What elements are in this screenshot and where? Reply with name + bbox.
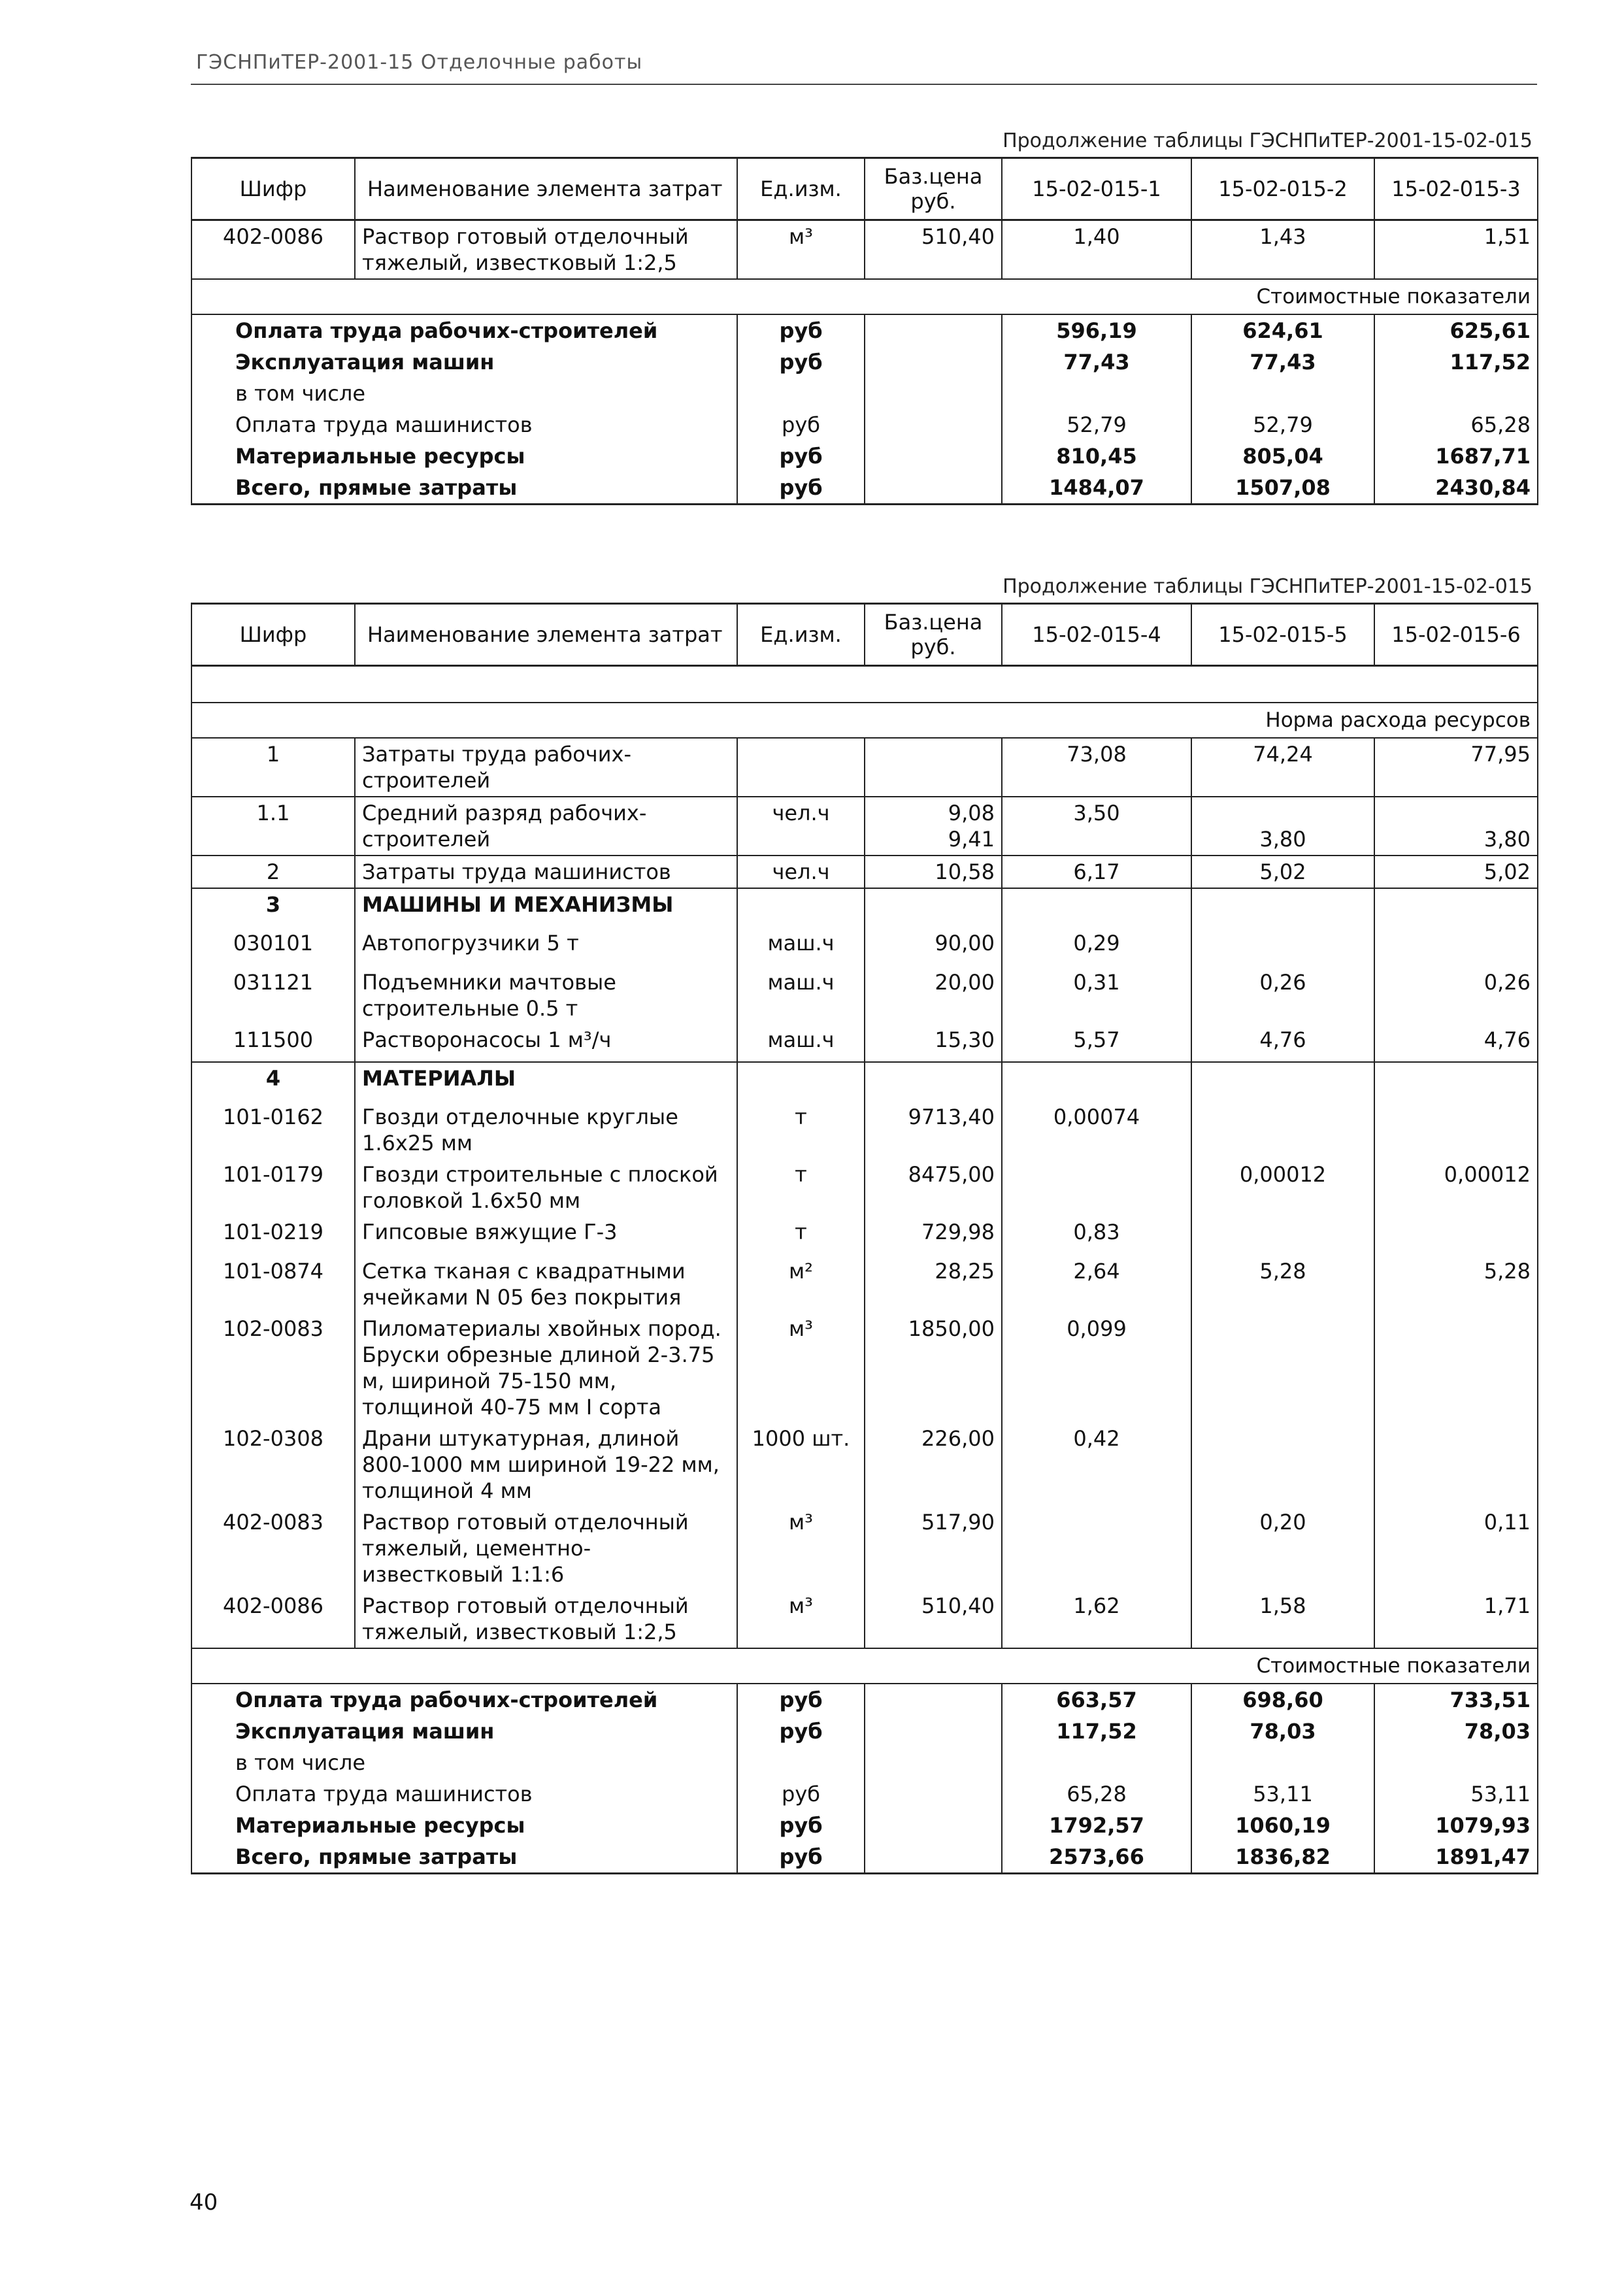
cost-band-row bbox=[191, 279, 1538, 314]
cost-unit: руб bbox=[737, 472, 865, 505]
table-row bbox=[191, 1506, 1538, 1590]
row-price: 90,00 bbox=[865, 927, 1002, 967]
row-price: 8475,00 bbox=[865, 1159, 1002, 1216]
row-value-2 bbox=[1191, 1101, 1374, 1159]
row-code: 101-0162 bbox=[191, 1101, 355, 1159]
header-rule bbox=[191, 84, 1537, 85]
table-2 bbox=[191, 603, 1538, 1874]
table-row bbox=[191, 1255, 1538, 1313]
row-value-3: 3,80 bbox=[1374, 797, 1538, 856]
cost-value-2: 805,04 bbox=[1191, 441, 1374, 472]
cost-row bbox=[191, 1810, 1538, 1841]
row-value-2 bbox=[1191, 1062, 1374, 1101]
row-name: Раствор готовый отделочный тяжелый, известковый 1:2,5 bbox=[355, 1590, 737, 1648]
row-value-3 bbox=[1374, 1062, 1538, 1101]
cost-unit: руб bbox=[737, 314, 865, 346]
row-code: 031121 bbox=[191, 967, 355, 1024]
row-price: 20,00 bbox=[865, 967, 1002, 1024]
cost-value-2: 624,61 bbox=[1191, 314, 1374, 346]
row-name: Раствор готовый отделочный тяжелый, известковый 1:2,5 bbox=[355, 220, 737, 280]
cost-value-2: 53,11 bbox=[1191, 1778, 1374, 1810]
table-1-caption: Продолжение таблицы ГЭСНПиТЕР-2001-15-02-015 bbox=[1003, 129, 1533, 152]
row-unit: маш.ч bbox=[737, 927, 865, 967]
section-title: МАШИНЫ И МЕХАНИЗМЫ bbox=[355, 888, 737, 927]
row-code: 102-0308 bbox=[191, 1423, 355, 1506]
table-2-caption: Продолжение таблицы ГЭСНПиТЕР-2001-15-02-015 bbox=[1003, 575, 1533, 598]
cost-unit: руб bbox=[737, 441, 865, 472]
row-name: Затраты труда машинистов bbox=[355, 856, 737, 888]
row-price: 517,90 bbox=[865, 1506, 1002, 1590]
row-value-1: 0,29 bbox=[1002, 927, 1191, 967]
cost-value-2 bbox=[1191, 378, 1374, 409]
row-value-3 bbox=[1374, 1313, 1538, 1423]
row-value-3 bbox=[1374, 1216, 1538, 1255]
row-unit: м² bbox=[737, 1255, 865, 1313]
row-value-2: 1,43 bbox=[1191, 220, 1374, 280]
row-value-1: 5,57 bbox=[1002, 1024, 1191, 1062]
header-code: Шифр bbox=[191, 604, 355, 666]
row-code: 111500 bbox=[191, 1024, 355, 1062]
cost-value-1: 810,45 bbox=[1002, 441, 1191, 472]
header-col-6: 15-02-015-6 bbox=[1374, 604, 1538, 666]
row-value-1: 0,00074 bbox=[1002, 1101, 1191, 1159]
cost-row bbox=[191, 1716, 1538, 1747]
row-price-1: 9,08 bbox=[948, 801, 995, 825]
row-value-2: 0,00012 bbox=[1191, 1159, 1374, 1216]
row-code: 102-0083 bbox=[191, 1313, 355, 1423]
cost-value-2: 52,79 bbox=[1191, 409, 1374, 441]
row-unit: м³ bbox=[737, 1506, 865, 1590]
row-name: Гвозди строительные с плоской головкой 1.6х50 мм bbox=[355, 1159, 737, 1216]
cost-value-1: 52,79 bbox=[1002, 409, 1191, 441]
row-name: Автопогрузчики 5 т bbox=[355, 927, 737, 967]
cost-value-2: 1836,82 bbox=[1191, 1841, 1374, 1874]
row-unit: маш.ч bbox=[737, 967, 865, 1024]
table-row bbox=[191, 1024, 1538, 1062]
row-value-3 bbox=[1374, 888, 1538, 927]
row-value-2 bbox=[1191, 888, 1374, 927]
row-unit: м³ bbox=[737, 1313, 865, 1423]
row-value-1: 3,50 bbox=[1002, 797, 1191, 856]
row-value-1 bbox=[1002, 1159, 1191, 1216]
row-unit: м³ bbox=[737, 220, 865, 280]
row-value-1: 2,64 bbox=[1002, 1255, 1191, 1313]
row-value-2: 5,28 bbox=[1191, 1255, 1374, 1313]
cost-value-2 bbox=[1191, 1747, 1374, 1778]
row-value-2 bbox=[1191, 1313, 1374, 1423]
row-unit: маш.ч bbox=[737, 1024, 865, 1062]
cost-value-1: 596,19 bbox=[1002, 314, 1191, 346]
cost-value-2: 77,43 bbox=[1191, 346, 1374, 378]
cost-price-empty bbox=[865, 409, 1002, 441]
cost-label: в том числе bbox=[191, 1747, 737, 1778]
row-value-3: 5,28 bbox=[1374, 1255, 1538, 1313]
cost-price-empty bbox=[865, 346, 1002, 378]
cost-value-1: 117,52 bbox=[1002, 1716, 1191, 1747]
running-head: ГЭСНПиТЕР-2001-15 Отделочные работы bbox=[196, 51, 643, 74]
row-price: 10,58 bbox=[865, 856, 1002, 888]
cost-label: Оплата труда машинистов bbox=[191, 409, 737, 441]
cost-price-empty bbox=[865, 441, 1002, 472]
row-value-1: 1,62 bbox=[1002, 1590, 1191, 1648]
row-code: 030101 bbox=[191, 927, 355, 967]
row-price: 28,25 bbox=[865, 1255, 1002, 1313]
header-col-5: 15-02-015-5 bbox=[1191, 604, 1374, 666]
cost-unit: руб bbox=[737, 409, 865, 441]
header-col-2: 15-02-015-2 bbox=[1191, 158, 1374, 220]
row-name: Подъемники мачтовые строительные 0.5 т bbox=[355, 967, 737, 1024]
row-code: 402-0083 bbox=[191, 1506, 355, 1590]
cost-value-3: 1891,47 bbox=[1374, 1841, 1538, 1874]
row-value-1: 1,40 bbox=[1002, 220, 1191, 280]
cost-row bbox=[191, 314, 1538, 346]
row-name: Раствор готовый отделочный тяжелый, цементно-известковый 1:1:6 bbox=[355, 1506, 737, 1590]
cost-value-3: 117,52 bbox=[1374, 346, 1538, 378]
cost-row bbox=[191, 378, 1538, 409]
row-price: 226,00 bbox=[865, 1423, 1002, 1506]
cost-label: Оплата труда машинистов bbox=[191, 1778, 737, 1810]
row-price bbox=[865, 888, 1002, 927]
row-value-3 bbox=[1374, 927, 1538, 967]
cost-price-empty bbox=[865, 1684, 1002, 1716]
row-unit: чел.ч bbox=[737, 856, 865, 888]
row-value-1 bbox=[1002, 1062, 1191, 1101]
cost-unit: руб bbox=[737, 1716, 865, 1747]
row-value-2: 0,26 bbox=[1191, 967, 1374, 1024]
cost-value-1: 1792,57 bbox=[1002, 1810, 1191, 1841]
cost-row bbox=[191, 1747, 1538, 1778]
row-unit bbox=[737, 888, 865, 927]
cost-value-3: 2430,84 bbox=[1374, 472, 1538, 505]
row-value-1: 0,099 bbox=[1002, 1313, 1191, 1423]
cost-value-1: 2573,66 bbox=[1002, 1841, 1191, 1874]
row-unit bbox=[737, 1062, 865, 1101]
cost-value-3: 53,11 bbox=[1374, 1778, 1538, 1810]
cost-value-2: 78,03 bbox=[1191, 1716, 1374, 1747]
row-value-1: 0,42 bbox=[1002, 1423, 1191, 1506]
row-value-1: 73,08 bbox=[1002, 738, 1191, 797]
row-value-2: 4,76 bbox=[1191, 1024, 1374, 1062]
row-code: 3 bbox=[191, 888, 355, 927]
cost-row bbox=[191, 1778, 1538, 1810]
row-value-2: 0,20 bbox=[1191, 1506, 1374, 1590]
norm-band-row bbox=[191, 703, 1538, 738]
row-unit: 1000 шт. bbox=[737, 1423, 865, 1506]
table-1 bbox=[191, 157, 1538, 505]
row-price bbox=[865, 797, 1002, 856]
row-name: Гипсовые вяжущие Г-3 bbox=[355, 1216, 737, 1255]
cost-label: Всего, прямые затраты bbox=[191, 1841, 737, 1874]
row-name: Гвозди отделочные круглые 1.6х25 мм bbox=[355, 1101, 737, 1159]
cost-value-1: 1484,07 bbox=[1002, 472, 1191, 505]
cost-row bbox=[191, 441, 1538, 472]
cost-row bbox=[191, 1841, 1538, 1874]
cost-price-empty bbox=[865, 1716, 1002, 1747]
row-code: 2 bbox=[191, 856, 355, 888]
table-row bbox=[191, 1313, 1538, 1423]
header-col-3: 15-02-015-3 bbox=[1374, 158, 1538, 220]
cost-row bbox=[191, 472, 1538, 505]
cost-band-row bbox=[191, 1648, 1538, 1684]
row-value-1: 0,83 bbox=[1002, 1216, 1191, 1255]
cost-label: Материальные ресурсы bbox=[191, 441, 737, 472]
cost-band-label: Стоимостные показатели bbox=[191, 279, 1538, 314]
cost-value-1: 663,57 bbox=[1002, 1684, 1191, 1716]
cost-row bbox=[191, 346, 1538, 378]
row-code: 101-0874 bbox=[191, 1255, 355, 1313]
row-price bbox=[865, 738, 1002, 797]
spacer-row bbox=[191, 666, 1538, 703]
row-name: Сетка тканая с квадратными ячейками N 05 без покрытия bbox=[355, 1255, 737, 1313]
row-price: 15,30 bbox=[865, 1024, 1002, 1062]
cost-unit: руб bbox=[737, 346, 865, 378]
row-code: 1.1 bbox=[191, 797, 355, 856]
row-name: Средний разряд рабочих-строителей bbox=[355, 797, 737, 856]
row-name: Драни штукатурная, длиной 800-1000 мм шириной 19-22 мм, толщиной 4 мм bbox=[355, 1423, 737, 1506]
cost-value-3: 625,61 bbox=[1374, 314, 1538, 346]
cost-price-empty bbox=[865, 314, 1002, 346]
row-price-2: 9,41 bbox=[948, 827, 995, 852]
row-value-1: 0,31 bbox=[1002, 967, 1191, 1024]
row-unit: т bbox=[737, 1101, 865, 1159]
row-price: 1850,00 bbox=[865, 1313, 1002, 1423]
cost-value-3: 733,51 bbox=[1374, 1684, 1538, 1716]
cost-unit: руб bbox=[737, 1778, 865, 1810]
row-value-3: 77,95 bbox=[1374, 738, 1538, 797]
header-price: Баз.цена руб. bbox=[865, 158, 1002, 220]
row-value-2: 74,24 bbox=[1191, 738, 1374, 797]
table-row bbox=[191, 856, 1538, 888]
table-2-header-row bbox=[191, 604, 1538, 666]
cost-value-3: 1079,93 bbox=[1374, 1810, 1538, 1841]
cost-label: Всего, прямые затраты bbox=[191, 472, 737, 505]
cost-value-3: 65,28 bbox=[1374, 409, 1538, 441]
norm-band-label: Норма расхода ресурсов bbox=[191, 703, 1538, 738]
table-row bbox=[191, 1216, 1538, 1255]
row-name: Растворонасосы 1 м³/ч bbox=[355, 1024, 737, 1062]
page-number: 40 bbox=[190, 2189, 218, 2216]
table-row bbox=[191, 967, 1538, 1024]
header-price: Баз.цена руб. bbox=[865, 604, 1002, 666]
cost-row bbox=[191, 1684, 1538, 1716]
cost-value-2: 1060,19 bbox=[1191, 1810, 1374, 1841]
row-code: 101-0179 bbox=[191, 1159, 355, 1216]
section-title: МАТЕРИАЛЫ bbox=[355, 1062, 737, 1101]
row-value-3: 1,51 bbox=[1374, 220, 1538, 280]
table-row bbox=[191, 1590, 1538, 1648]
cost-price-empty bbox=[865, 1841, 1002, 1874]
cost-unit bbox=[737, 1747, 865, 1778]
cost-label: Оплата труда рабочих-строителей bbox=[191, 1684, 737, 1716]
row-value-3: 0,26 bbox=[1374, 967, 1538, 1024]
row-unit: м³ bbox=[737, 1590, 865, 1648]
cost-row bbox=[191, 409, 1538, 441]
row-value-2 bbox=[1191, 1216, 1374, 1255]
table-row bbox=[191, 1159, 1538, 1216]
cost-value-3: 1687,71 bbox=[1374, 441, 1538, 472]
header-name: Наименование элемента затрат bbox=[355, 158, 737, 220]
cost-value-3 bbox=[1374, 378, 1538, 409]
header-code: Шифр bbox=[191, 158, 355, 220]
row-value-3: 5,02 bbox=[1374, 856, 1538, 888]
cost-unit bbox=[737, 378, 865, 409]
header-name: Наименование элемента затрат bbox=[355, 604, 737, 666]
row-code: 4 bbox=[191, 1062, 355, 1101]
row-value-2: 3,80 bbox=[1191, 797, 1374, 856]
row-code: 101-0219 bbox=[191, 1216, 355, 1255]
cost-value-3: 78,03 bbox=[1374, 1716, 1538, 1747]
cost-price-empty bbox=[865, 1747, 1002, 1778]
header-unit: Ед.изм. bbox=[737, 604, 865, 666]
cost-value-1 bbox=[1002, 378, 1191, 409]
row-value-2: 1,58 bbox=[1191, 1590, 1374, 1648]
row-price: 510,40 bbox=[865, 220, 1002, 280]
row-name: Затраты труда рабочих-строителей bbox=[355, 738, 737, 797]
table-row bbox=[191, 797, 1538, 856]
table-row bbox=[191, 927, 1538, 967]
spacer bbox=[191, 666, 1538, 703]
table-row bbox=[191, 1423, 1538, 1506]
row-value-3: 0,00012 bbox=[1374, 1159, 1538, 1216]
table-1-header-row bbox=[191, 158, 1538, 220]
row-price: 9713,40 bbox=[865, 1101, 1002, 1159]
row-value-1: 6,17 bbox=[1002, 856, 1191, 888]
row-value-3 bbox=[1374, 1423, 1538, 1506]
row-price: 510,40 bbox=[865, 1590, 1002, 1648]
row-value-2 bbox=[1191, 927, 1374, 967]
cost-price-empty bbox=[865, 378, 1002, 409]
cost-label: Эксплуатация машин bbox=[191, 346, 737, 378]
row-price: 729,98 bbox=[865, 1216, 1002, 1255]
header-col-1: 15-02-015-1 bbox=[1002, 158, 1191, 220]
header-unit: Ед.изм. bbox=[737, 158, 865, 220]
cost-label: Эксплуатация машин bbox=[191, 1716, 737, 1747]
row-value-3: 1,71 bbox=[1374, 1590, 1538, 1648]
table-row bbox=[191, 1101, 1538, 1159]
cost-price-empty bbox=[865, 472, 1002, 505]
row-value-2: 5,02 bbox=[1191, 856, 1374, 888]
cost-band-label: Стоимостные показатели bbox=[191, 1648, 1538, 1684]
cost-price-empty bbox=[865, 1778, 1002, 1810]
header-col-4: 15-02-015-4 bbox=[1002, 604, 1191, 666]
cost-value-2: 1507,08 bbox=[1191, 472, 1374, 505]
row-code: 402-0086 bbox=[191, 220, 355, 280]
cost-value-1: 65,28 bbox=[1002, 1778, 1191, 1810]
cost-label: в том числе bbox=[191, 378, 737, 409]
cost-value-2: 698,60 bbox=[1191, 1684, 1374, 1716]
cost-unit: руб bbox=[737, 1684, 865, 1716]
row-value-3: 4,76 bbox=[1374, 1024, 1538, 1062]
cost-value-3 bbox=[1374, 1747, 1538, 1778]
row-value-3: 0,11 bbox=[1374, 1506, 1538, 1590]
row-code: 402-0086 bbox=[191, 1590, 355, 1648]
row-unit: т bbox=[737, 1216, 865, 1255]
cost-unit: руб bbox=[737, 1841, 865, 1874]
row-unit bbox=[737, 738, 865, 797]
table-row bbox=[191, 738, 1538, 797]
row-value-1 bbox=[1002, 1506, 1191, 1590]
row-value-1 bbox=[1002, 888, 1191, 927]
cost-value-1: 77,43 bbox=[1002, 346, 1191, 378]
cost-label: Материальные ресурсы bbox=[191, 1810, 737, 1841]
cost-value-1 bbox=[1002, 1747, 1191, 1778]
cost-price-empty bbox=[865, 1810, 1002, 1841]
row-unit: чел.ч bbox=[737, 797, 865, 856]
row-unit: т bbox=[737, 1159, 865, 1216]
row-value-3 bbox=[1374, 1101, 1538, 1159]
section-row bbox=[191, 1062, 1538, 1101]
row-name: Пиломатериалы хвойных пород. Бруски обрезные длиной 2-3.75 м, шириной 75-150 мм, толщиной 40-75 мм I сорта bbox=[355, 1313, 737, 1423]
row-price bbox=[865, 1062, 1002, 1101]
cost-unit: руб bbox=[737, 1810, 865, 1841]
section-row bbox=[191, 888, 1538, 927]
table-row bbox=[191, 220, 1538, 280]
row-code: 1 bbox=[191, 738, 355, 797]
row-value-2 bbox=[1191, 1423, 1374, 1506]
cost-label: Оплата труда рабочих-строителей bbox=[191, 314, 737, 346]
